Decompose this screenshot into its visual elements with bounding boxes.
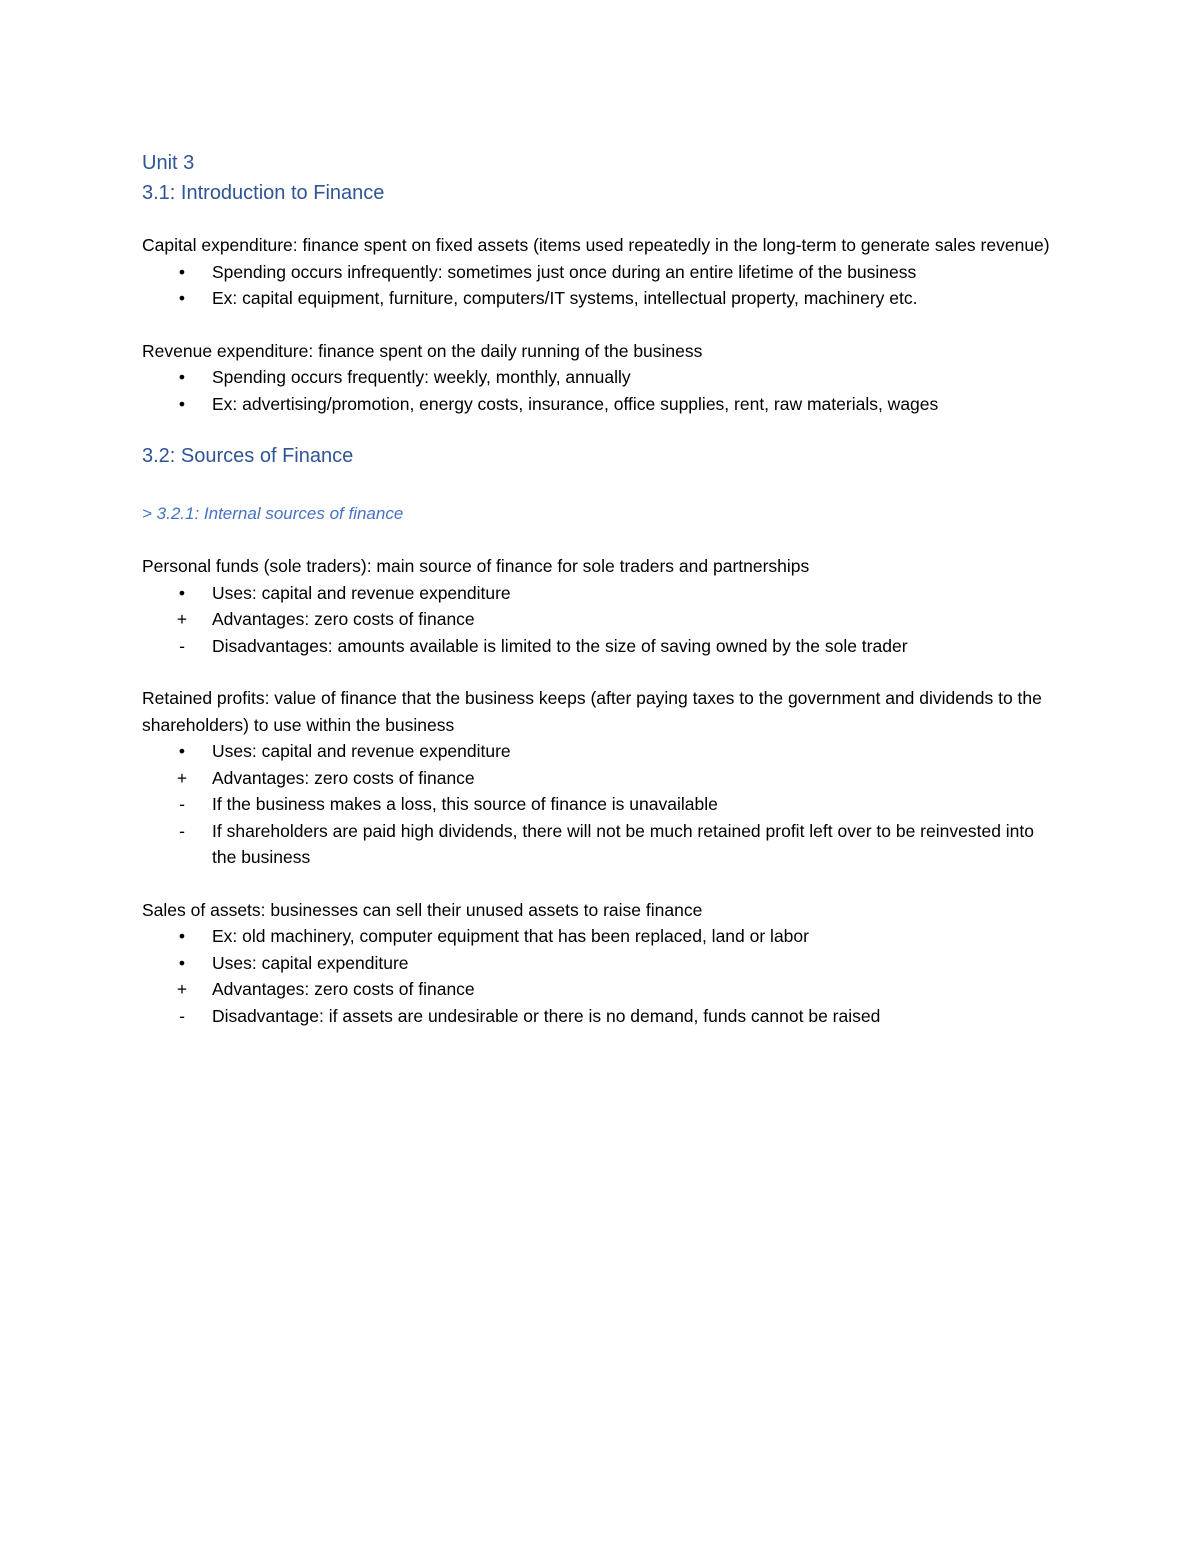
revenue-expenditure-list	[142, 364, 1062, 417]
bullet-mark: •	[178, 393, 186, 414]
list-item-text: Ex: advertising/promotion, energy costs, insurance, office supplies, rent, raw materials, wages	[212, 393, 939, 414]
list-item-text: Uses: capital expenditure	[212, 952, 409, 973]
plus-mark: +	[176, 979, 188, 999]
list-item-text: Uses: capital and revenue expenditure	[212, 741, 511, 761]
minus-mark: -	[179, 1005, 185, 1026]
list-item	[142, 950, 1062, 977]
list-item	[142, 791, 1062, 818]
plus-mark: +	[176, 609, 188, 629]
list-item-text: Spending occurs frequently: weekly, monthly, annually	[212, 367, 631, 387]
retained-profits-paragraph: Retained profits: value of finance that the business keeps (after paying taxes to the government and dividends to the shareholders) to use within the business	[142, 688, 1042, 735]
list-item-text: Ex: capital equipment, furniture, computers/IT systems, intellectual property, machinery etc.	[212, 288, 918, 308]
minus-mark: -	[179, 635, 185, 656]
list-item	[142, 765, 1062, 792]
list-item-text: Disadvantages: amounts available is limited to the size of saving owned by the sole trader	[212, 635, 908, 656]
bullet-mark: •	[178, 367, 186, 387]
minus-mark: -	[179, 794, 185, 814]
list-item	[142, 1003, 1062, 1030]
personal-funds-list	[142, 580, 1062, 660]
bullet-mark: •	[178, 582, 186, 603]
capital-expenditure-paragraph: Capital expenditure: finance spent on fixed assets (items used repeatedly in the long-term to generate sales revenue)	[142, 235, 1050, 255]
list-item-text: Ex: old machinery, computer equipment that has been replaced, land or labor	[212, 926, 809, 946]
plus-mark: +	[176, 767, 188, 788]
bullet-mark: •	[178, 926, 186, 946]
sales-of-assets-list	[142, 923, 1062, 1029]
list-item	[142, 633, 1062, 660]
bullet-mark: •	[178, 261, 186, 282]
list-item	[142, 923, 1062, 950]
revenue-expenditure-paragraph: Revenue expenditure: finance spent on the daily running of the business	[142, 340, 703, 361]
list-item	[142, 580, 1062, 607]
list-item	[142, 606, 1062, 633]
minus-mark: -	[179, 820, 185, 841]
bullet-mark: •	[178, 741, 186, 761]
unit-title: Unit 3	[142, 152, 195, 174]
sales-of-assets-paragraph: Sales of assets: businesses can sell their unused assets to raise finance	[142, 899, 703, 920]
list-item	[142, 259, 1062, 286]
list-item	[142, 738, 1062, 765]
list-item-text: Uses: capital and revenue expenditure	[212, 582, 511, 603]
retained-profits-list	[142, 738, 1062, 871]
list-item	[142, 818, 1062, 871]
bullet-mark: •	[178, 288, 186, 308]
list-item	[142, 285, 1062, 312]
list-item-text: Spending occurs infrequently: sometimes just once during an entire lifetime of the business	[212, 261, 917, 282]
list-item	[142, 976, 1062, 1003]
list-item-text: Advantages: zero costs of finance	[212, 609, 475, 629]
document-page	[142, 148, 1062, 1029]
list-item	[142, 391, 1062, 418]
bullet-mark: •	[178, 952, 186, 973]
list-item-text: If the business makes a loss, this source of finance is unavailable	[212, 794, 718, 814]
list-item-text: If shareholders are paid high dividends, there will not be much retained profit left over to be reinvested into the business	[212, 820, 1035, 867]
list-item	[142, 364, 1062, 391]
subsection-heading-3-2-1: > 3.2.1: Internal sources of finance	[142, 504, 404, 523]
list-item-text: Advantages: zero costs of finance	[212, 979, 475, 999]
section-heading-3-2: 3.2: Sources of Finance	[142, 445, 354, 467]
list-item-text: Disadvantage: if assets are undesirable or there is no demand, funds cannot be raised	[212, 1005, 881, 1026]
list-item-text: Advantages: zero costs of finance	[212, 767, 475, 788]
section-heading-3-1: 3.1: Introduction to Finance	[142, 182, 385, 204]
personal-funds-paragraph: Personal funds (sole traders): main source of finance for sole traders and partnerships	[142, 556, 810, 576]
capital-expenditure-list	[142, 259, 1062, 312]
